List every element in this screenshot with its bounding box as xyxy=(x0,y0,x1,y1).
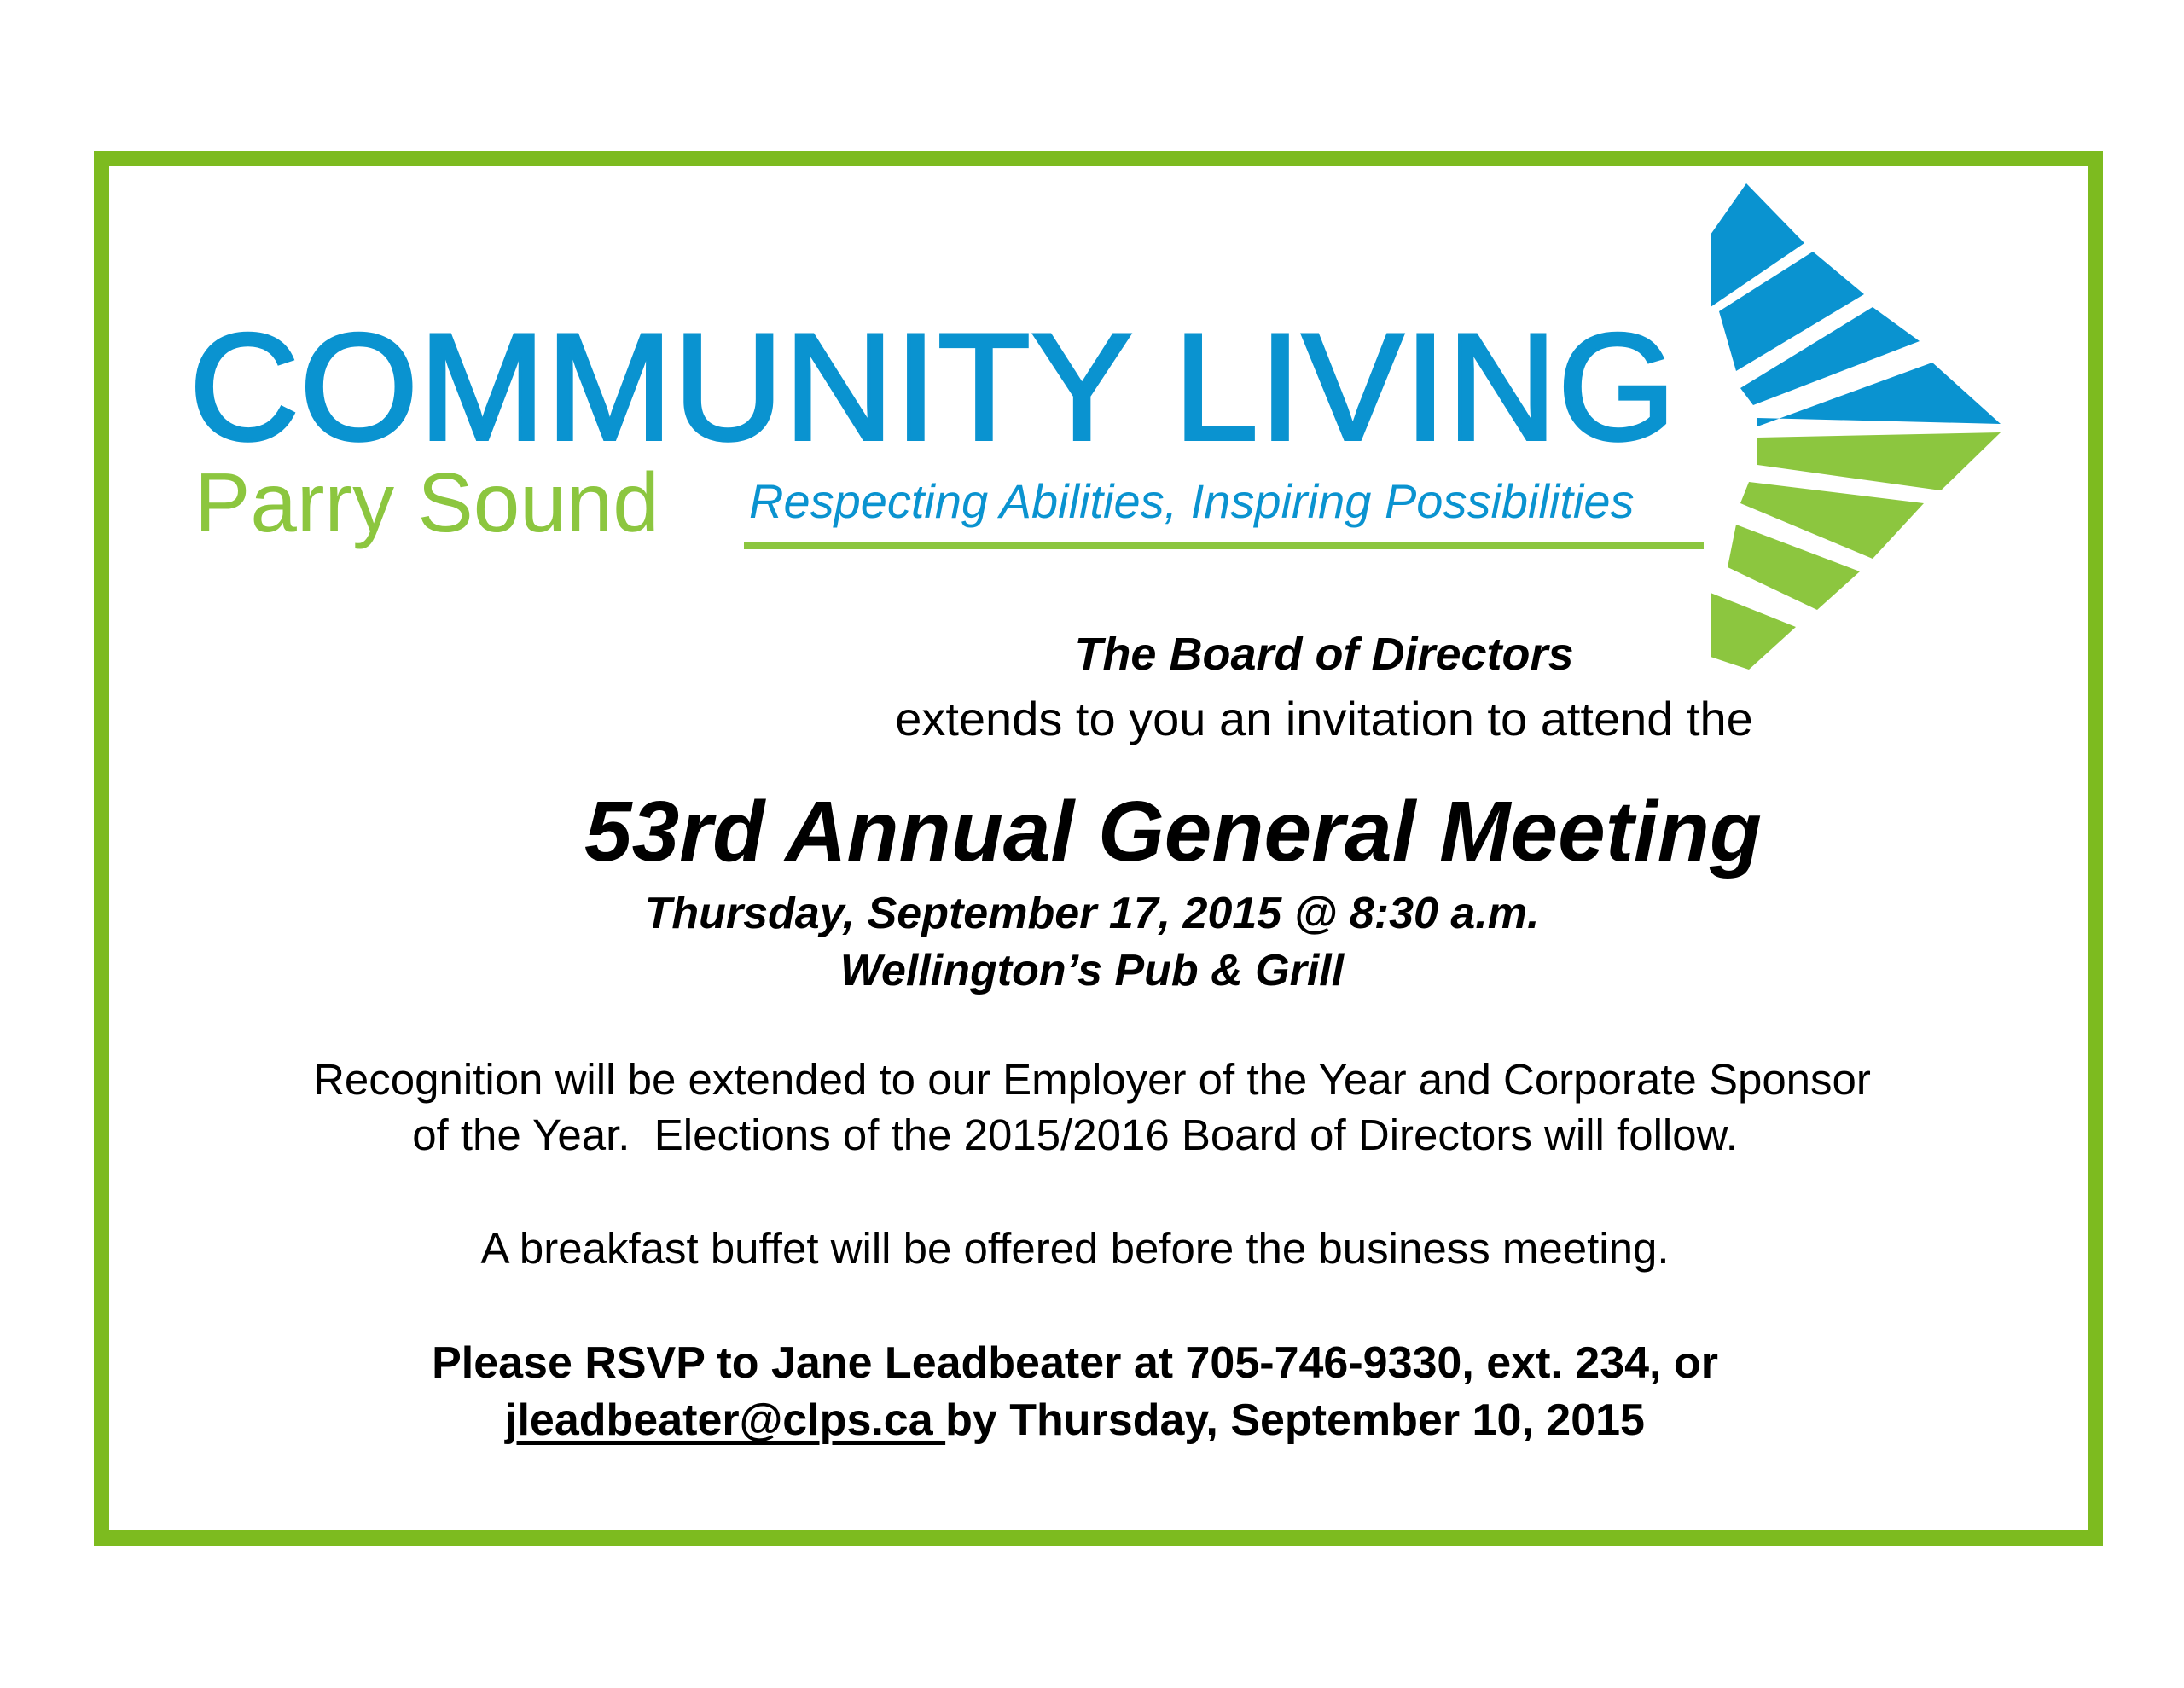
rsvp-line: Please RSVP to Jane Leadbeater at 705-746-9330, ext. 234, or xyxy=(432,1338,1718,1388)
logo-tagline: Respecting Abilities, Inspiring Possibilities xyxy=(749,474,1635,528)
fan-triangles-icon xyxy=(1702,183,2005,670)
rsvp-deadline-line xyxy=(0,1395,2167,1445)
recognition-line-2: of the Year. Elections of the 2015/2016 Board of Directors will follow. xyxy=(412,1111,1738,1159)
event-venue: Wellington’s Pub & Grill xyxy=(839,946,1345,995)
rsvp-deadline: by Thursday, September 10, 2015 xyxy=(945,1395,1645,1445)
host-line: The Board of Directors xyxy=(1074,629,1574,680)
intro-line: extends to you an invitation to attend the xyxy=(895,692,1753,745)
event-title: 53rd Annual General Meeting xyxy=(584,784,1762,879)
breakfast-note: A breakfast buffet will be offered before the business meeting. xyxy=(480,1224,1670,1273)
event-date-time: Thursday, September 17, 2015 @ 8:30 a.m. xyxy=(644,889,1540,938)
logo-location: Parry Sound xyxy=(195,455,659,549)
rsvp-email-link[interactable]: jleadbeater@clps.ca xyxy=(505,1395,946,1445)
logo-mark-blue-rays xyxy=(1711,183,2001,426)
logo-underline xyxy=(744,542,1704,549)
logo-wordmark: COMMUNITY LIVING xyxy=(189,302,1677,472)
recognition-line-1: Recognition will be extended to our Employer of the Year and Corporate Sponsor xyxy=(313,1055,1871,1104)
